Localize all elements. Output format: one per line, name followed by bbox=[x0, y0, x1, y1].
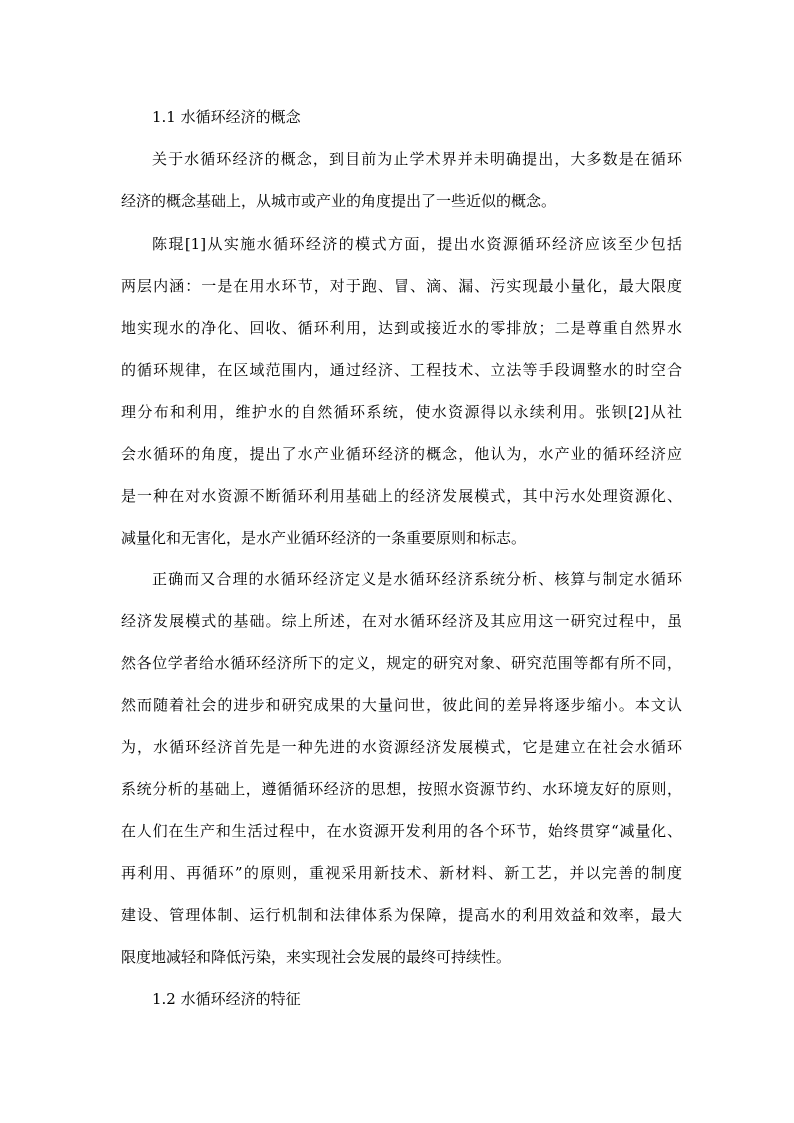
section-heading-1-1: 1.1 水循环经济的概念 bbox=[152, 108, 301, 126]
paragraph-line: 系统分析的基础上，遵循循环经济的思想，按照水资源节约、水环境友好的原则， bbox=[121, 780, 682, 798]
paragraph-line: 地实现水的净化、回收、循环利用，达到或接近水的零排放；二是尊重自然界水 bbox=[121, 319, 682, 337]
paragraph-line: 减量化和无害化，是水产业循环经济的一条重要原则和标志。 bbox=[121, 529, 527, 547]
paragraph-line: 关于水循环经济的概念，到目前为止学术界并未明确提出，大多数是在循环 bbox=[152, 150, 682, 168]
paragraph-line: 建设、管理体制、运行机制和法律体系为保障，提高水的利用效益和效率，最大 bbox=[121, 906, 682, 924]
paragraph-line: 为，水循环经济首先是一种先进的水资源经济发展模式，它是建立在社会水循环 bbox=[121, 738, 682, 756]
paragraph-line: 两层内涵：一是在用水环节，对于跑、冒、滴、漏、污实现最小量化，最大限度 bbox=[121, 277, 682, 295]
paragraph-line: 经济的概念基础上，从城市或产业的角度提出了一些近似的概念。 bbox=[121, 192, 557, 210]
paragraph-line: 然而随着社会的进步和研究成果的大量问世，彼此间的差异将逐步缩小。本文认 bbox=[121, 696, 682, 714]
paragraph-line: 是一种在对水资源不断循环利用基础上的经济发展模式，其中污水处理资源化、 bbox=[121, 487, 682, 505]
paragraph-line: 再利用、再循环”的原则，重视采用新技术、新材料、新工艺，并以完善的制度 bbox=[121, 864, 682, 882]
paragraph-line: 理分布和利用，维护水的自然循环系统，使水资源得以永续利用。张钡[2]从社 bbox=[121, 403, 682, 421]
paragraph-line: 经济发展模式的基础。综上所述，在对水循环经济及其应用这一研究过程中，虽 bbox=[121, 612, 682, 630]
paragraph-line: 正确而又合理的水循环经济定义是水循环经济系统分析、核算与制定水循环 bbox=[152, 570, 682, 588]
paragraph-line: 在人们在生产和生活过程中，在水资源开发利用的各个环节，始终贯穿“减量化、 bbox=[121, 822, 682, 840]
paragraph-line: 然各位学者给水循环经济所下的定义，规定的研究对象、研究范围等都有所不同， bbox=[121, 654, 682, 672]
paragraph-line: 的循环规律，在区域范围内，通过经济、工程技术、立法等手段调整水的时空合 bbox=[121, 361, 682, 379]
section-heading-1-2: 1.2 水循环经济的特征 bbox=[152, 990, 301, 1008]
paragraph-line: 陈琨[1]从实施水循环经济的模式方面，提出水资源循环经济应该至少包括 bbox=[152, 235, 682, 253]
paragraph-line: 限度地减轻和降低污染，来实现社会发展的最终可持续性。 bbox=[121, 948, 512, 966]
paragraph-line: 会水循环的角度，提出了水产业循环经济的概念，他认为，水产业的循环经济应 bbox=[121, 445, 682, 463]
